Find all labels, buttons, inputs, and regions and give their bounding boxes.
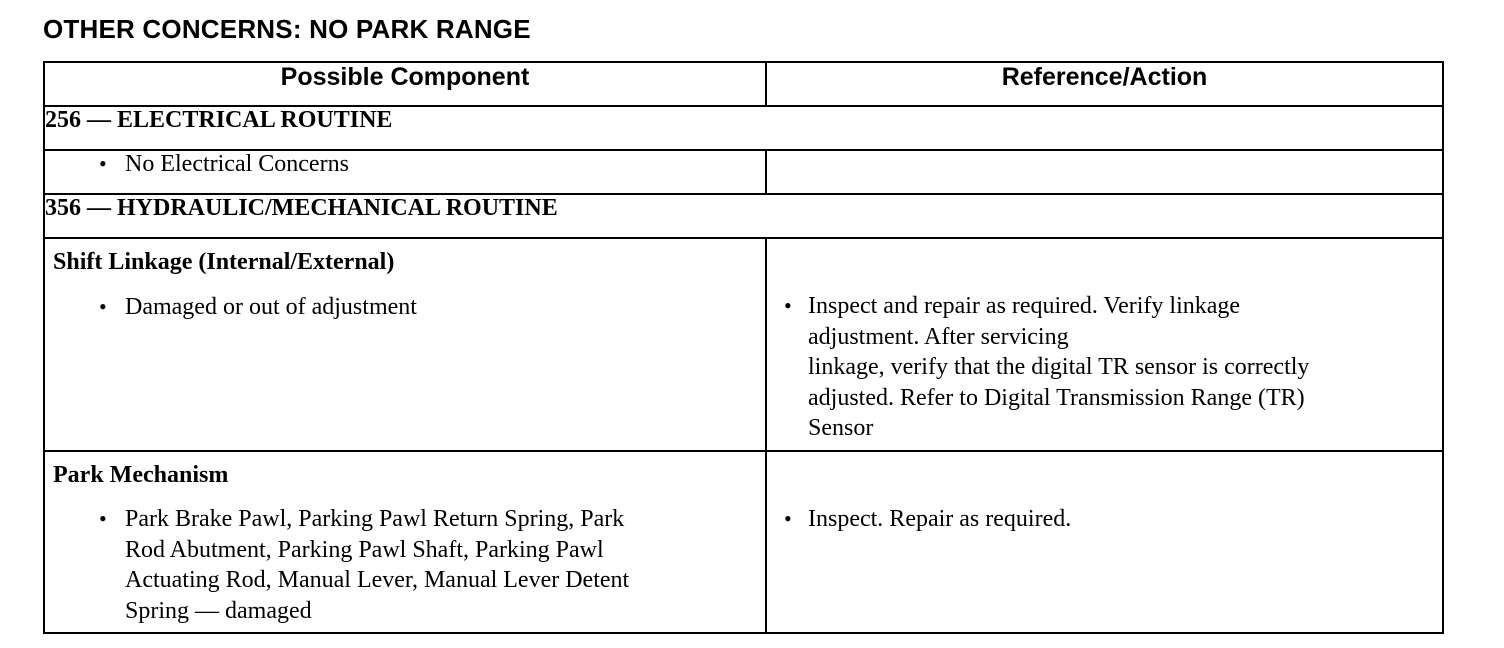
component-cell xyxy=(44,451,766,634)
table-row xyxy=(44,451,1443,634)
action-cell xyxy=(766,150,1443,194)
bullet-icon: • xyxy=(99,293,107,319)
group-name: Park Mechanism xyxy=(53,461,229,488)
component-text-line: Actuating Rod, Manual Lever, Manual Lever Detent xyxy=(125,567,630,593)
component-text: No Electrical Concerns xyxy=(125,151,349,177)
action-text-line: adjusted. Refer to Digital Transmission Range (TR) xyxy=(808,384,1305,411)
section-heading-electrical: 256 — ELECTRICAL ROUTINE xyxy=(44,106,1443,150)
action-text-line: Inspect and repair as required. Verify linkage xyxy=(808,293,1241,319)
bullet-icon: • xyxy=(99,506,107,531)
component-cell xyxy=(44,150,766,194)
action-text: Inspect. Repair as required. xyxy=(808,505,1072,532)
action-text-line: adjustment. After servicing xyxy=(808,323,1069,350)
component-text-line: Spring — damaged xyxy=(125,597,312,624)
column-header-component: Possible Component xyxy=(44,62,766,106)
section-row xyxy=(44,194,1443,238)
component-text-line: Park Brake Pawl, Parking Pawl Return Spring, Park xyxy=(125,506,625,532)
section-heading-hydraulic: 356 — HYDRAULIC/MECHANICAL ROUTINE xyxy=(44,194,1443,238)
component-cell xyxy=(44,238,766,451)
table-header-row xyxy=(44,62,1443,106)
column-header-action: Reference/Action xyxy=(766,62,1443,106)
action-text-line: Sensor xyxy=(808,415,874,441)
group-name: Shift Linkage (Internal/External) xyxy=(53,249,395,275)
action-cell xyxy=(766,451,1443,634)
page-title: OTHER CONCERNS: NO PARK RANGE xyxy=(43,14,531,44)
action-text-line: linkage, verify that the digital TR sensor is correctly xyxy=(808,354,1310,380)
action-cell xyxy=(766,238,1443,451)
component-text: Damaged or out of adjustment xyxy=(125,293,417,320)
bullet-icon: • xyxy=(99,151,107,176)
table-row xyxy=(44,150,1443,194)
table-row xyxy=(44,238,1443,451)
component-text-line: Rod Abutment, Parking Pawl Shaft, Parking Pawl xyxy=(125,536,604,563)
section-row xyxy=(44,106,1443,150)
diagnostic-table xyxy=(43,61,1444,634)
bullet-icon: • xyxy=(784,293,792,318)
bullet-icon: • xyxy=(784,505,792,531)
